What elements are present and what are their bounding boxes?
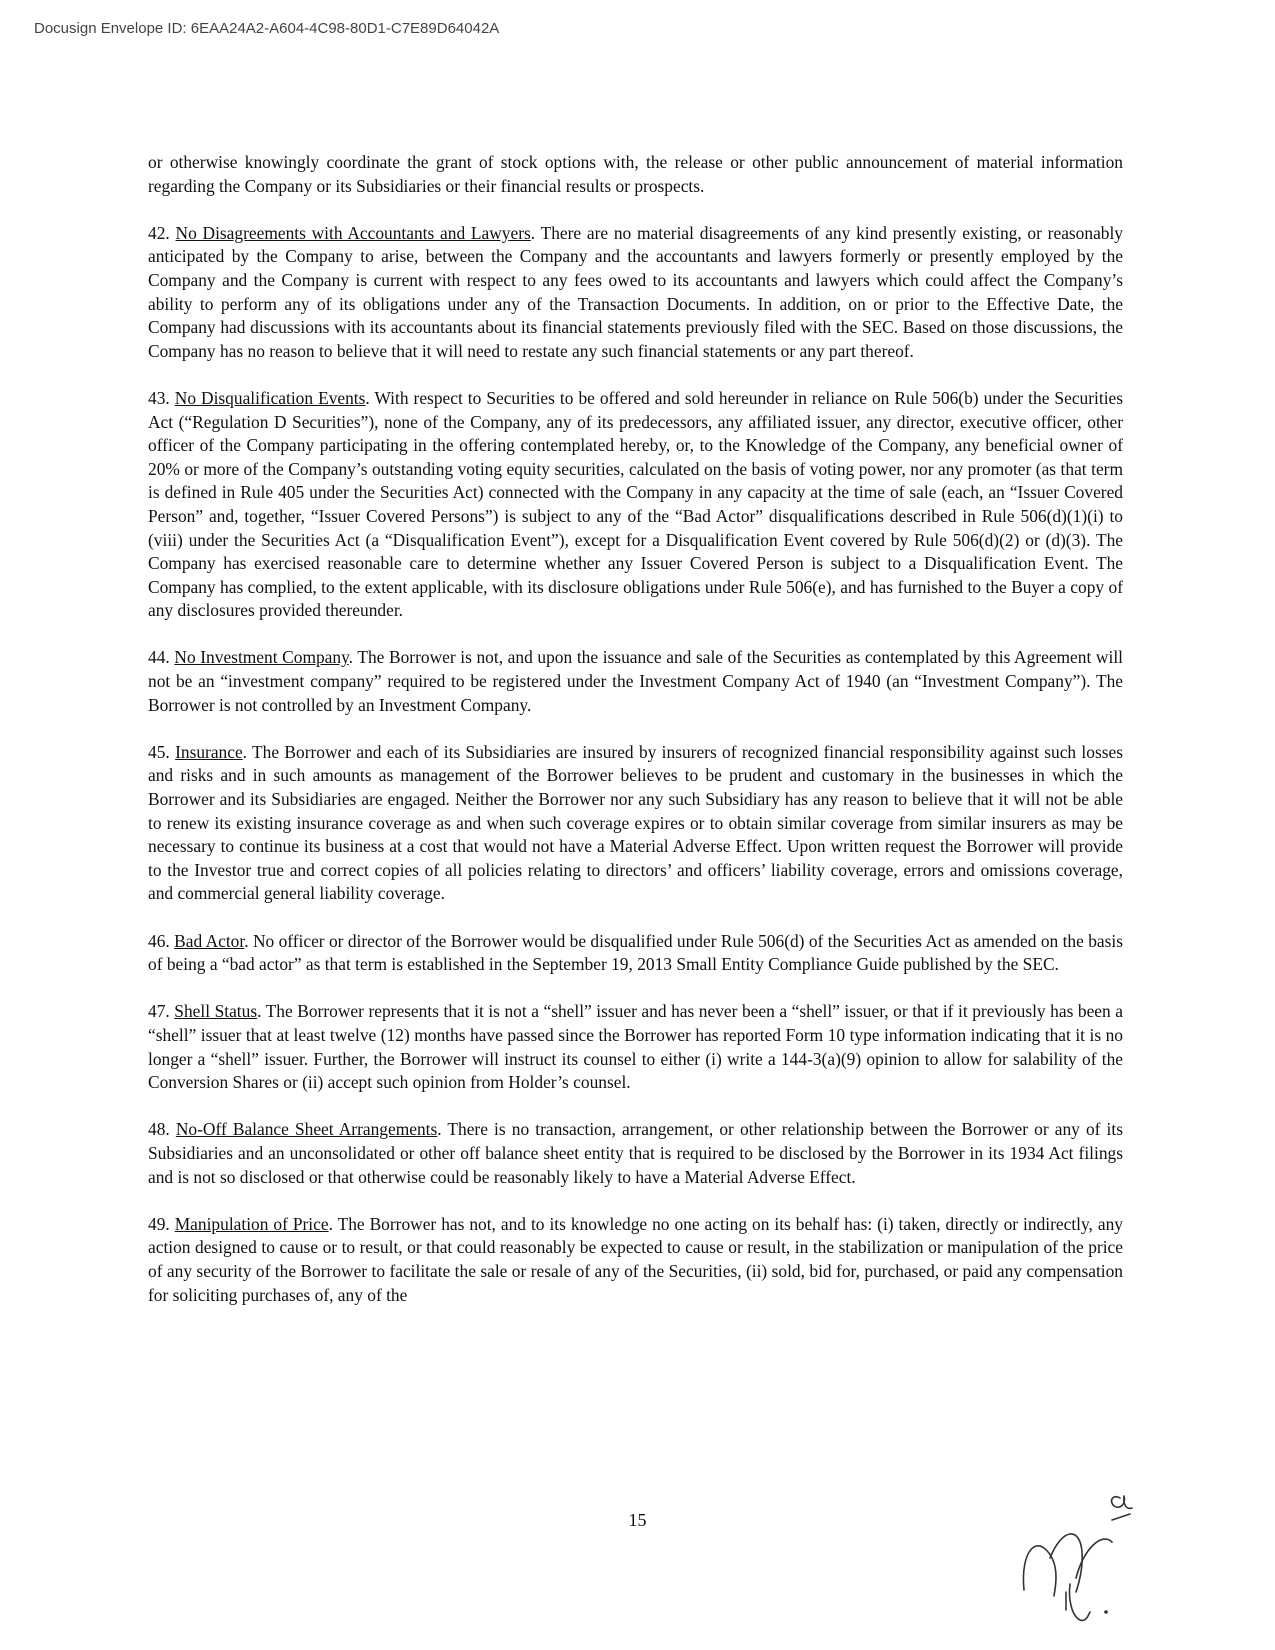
section-body: . With respect to Securities to be offered and sold hereunder in reliance on Rule 506(b) under the Securities Act (“Regulation D Securities”), none of the Company, any of its predecessors, any affiliated issuer, any director, executive officer, other officer of the Company participating in the offering contemplated hereby, or, to the Knowledge of the Company, any beneficial owner of 20% or more of the Company’s outstanding voting equity securities, calculated on the basis of voting power, nor any promoter (as that term is defined in Rule 405 under the Securities Act) connected with the Company in any capacity at the time of sale (each, an “Issuer Covered Person” and, together, “Issuer Covered Persons”) is subject to any of the “Bad Actor” disqualifications described in Rule 506(d)(1)(i) to (viii) under the Securities Act (a “Disqualification Event”), except for a Disqualification Event covered by Rule 506(d)(2) or (d)(3). The Company has exercised reasonable care to determine whether any Issuer Covered Person is subject to a Disqualification Event. The Company has complied, to the extent applicable, with its disclosure obligations under Rule 506(e), and has furnished to the Buyer a copy of any disclosures provided thereunder. bbox=[148, 387, 1124, 621]
section-heading: Manipulation of Price bbox=[174, 1213, 329, 1234]
section-number: 45. bbox=[148, 741, 170, 762]
section-body: . No officer or director of the Borrower would be disqualified under Rule 506(d) of the Securities Act as amended on the basis of being a “bad actor” as that term is established in the September 19, 2013 Small Entity Compliance Guide published by the SEC. bbox=[148, 930, 1123, 975]
envelope-id: Docusign Envelope ID: 6EAA24A2-A604-4C98-80D1-C7E89D64042A bbox=[34, 20, 500, 37]
section-heading: No-Off Balance Sheet Arrangements bbox=[175, 1119, 438, 1140]
section-body: . The Borrower and each of its Subsidiaries are insured by insurers of recognized financial responsibility against such losses and risks and in such amounts as management of the Borrower believes to be prudent and customary in the businesses in which the Borrower and its Subsidiaries are engaged. Neither the Borrower nor any such Subsidiary has any reason to believe that it will not be able to renew its existing insurance coverage as and when such coverage expires or to obtain similar coverage from similar insurers as may be necessary to continue its business at a cost that would not have a Material Adverse Effect. Upon written request the Borrower will provide to the Investor true and correct copies of all policies relating to directors’ and officers’ liability coverage, errors and omissions coverage, and commercial general liability coverage. bbox=[148, 741, 1123, 904]
section-number: 46. bbox=[148, 930, 170, 951]
page-number: 15 bbox=[628, 1510, 647, 1530]
section-number: 49. bbox=[148, 1213, 170, 1234]
section-body: . The Borrower has not, and to its knowledge no one acting on its behalf has: (i) taken, directly or indirectly, any action designed to cause or to result, or that could reasonably be expected to cause or result, in the stabilization or manipulation of the price of any security of the Borrower to facilitate the sale or resale of any of the Securities, (ii) sold, bid for, purchased, or paid any compensation for soliciting purchases of, any of the bbox=[148, 1213, 1123, 1305]
section-body: . The Borrower is not, and upon the issuance and sale of the Securities as contemplated by this Agreement will not be an “investment company” required to be registered under the Investment Company Act of 1940 (an “Investment Company”). The Borrower is not controlled by an Investment Company. bbox=[148, 647, 1123, 715]
section-46 bbox=[148, 930, 1123, 977]
section-body: . The Borrower represents that it is not a “shell” issuer and has never been a “shell” issuer, or that if it previously has been a “shell” issuer that at least twelve (12) months have passed since the Borrower has reported Form 10 type information indicating that it is no longer a “shell” issuer. Further, the Borrower will instruct its counsel to either (i) write a 144-3(a)(9) opinion to allow for salability of the Conversion Shares or (ii) accept such opinion from Holder’s counsel. bbox=[148, 1001, 1123, 1093]
section-body: . There is no transaction, arrangement, or other relationship between the Borrower or any of its Subsidiaries and an unconsolidated or other off balance sheet entity that is required to be disclosed by the Borrower in its 1934 Act filings and is not so disclosed or that otherwise could be reasonably likely to have a Material Adverse Effect. bbox=[148, 1119, 1123, 1187]
section-heading: Bad Actor bbox=[174, 930, 245, 951]
section-48 bbox=[148, 1118, 1123, 1189]
section-heading: Insurance bbox=[175, 741, 243, 762]
section-42 bbox=[148, 222, 1123, 364]
section-45 bbox=[148, 741, 1123, 906]
section-heading: No Disqualification Events bbox=[174, 387, 366, 408]
section-49 bbox=[148, 1213, 1123, 1307]
section-heading: No Investment Company bbox=[174, 647, 349, 668]
section-body: . There are no material disagreements of any kind presently existing, or reasonably anticipated by the Company to arise, between the Company and the accountants and lawyers formerly or presently employed by the Company and the Company is current with respect to any fees owed to its accountants and lawyers which could affect the Company’s ability to perform any of its obligations under any of the Transaction Documents. In addition, on or prior to the Effective Date, the Company had discussions with its accountants about its financial statements previously filed with the SEC. Based on those discussions, the Company has no reason to believe that it will need to restate any such financial statements or any part thereof. bbox=[148, 222, 1124, 361]
section-number: 42. bbox=[148, 222, 170, 243]
document-body bbox=[148, 151, 1123, 1307]
section-number: 47. bbox=[148, 1001, 170, 1022]
section-number: 44. bbox=[148, 647, 170, 668]
section-heading: Shell Status bbox=[174, 1001, 258, 1022]
section-43 bbox=[148, 387, 1123, 623]
intro-paragraph: or otherwise knowingly coordinate the grant of stock options with, the release or other public announcement of material information regarding the Company or its Subsidiaries or their financial results or prospects. bbox=[148, 152, 1123, 196]
section-number: 43. bbox=[148, 387, 170, 408]
section-44 bbox=[148, 646, 1123, 717]
section-47 bbox=[148, 1000, 1123, 1094]
handwritten-initials bbox=[1010, 1480, 1160, 1630]
section-number: 48. bbox=[148, 1119, 170, 1140]
section-heading: No Disagreements with Accountants and Lawyers bbox=[175, 222, 531, 243]
